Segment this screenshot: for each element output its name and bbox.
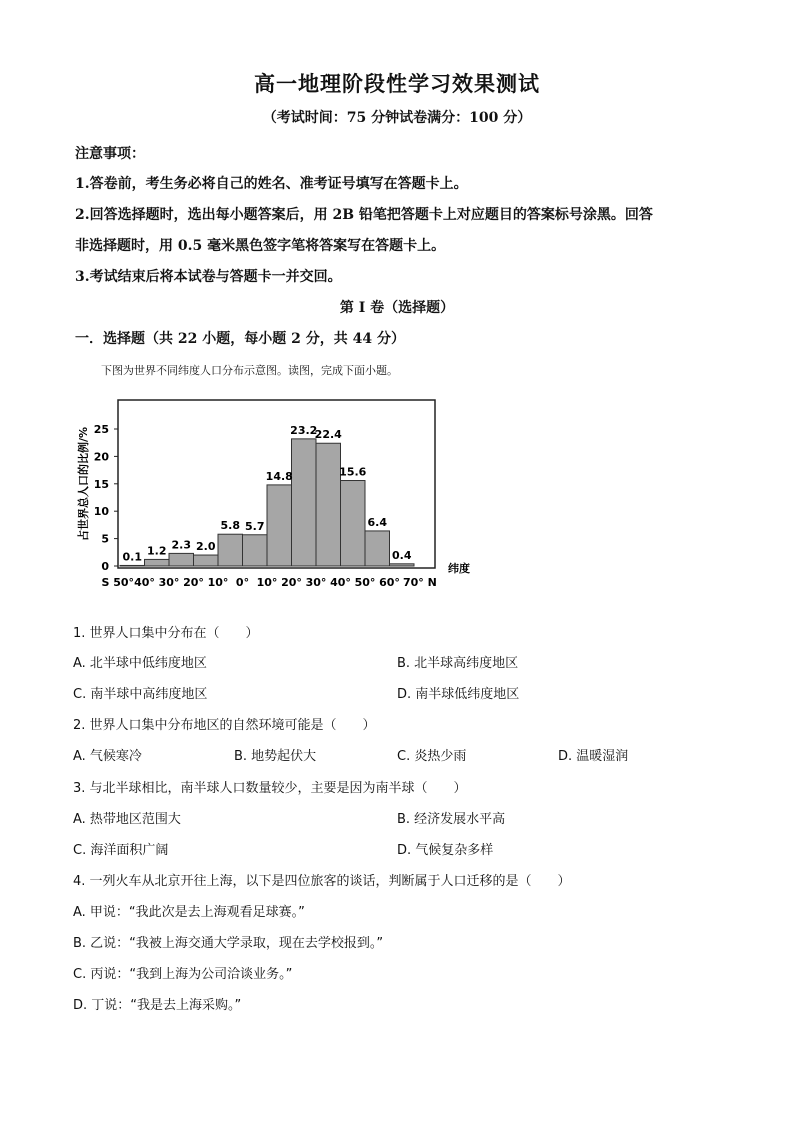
notice-item-2-cont: 非选择题时，用 0.5 毫米黑色签字笔将答案写在答题卡上。 — [75, 238, 446, 254]
bar-8 — [292, 439, 317, 566]
question-2-option-d[interactable]: D. 温暖湿润 — [558, 749, 629, 764]
question-4-option-a[interactable]: A. 甲说：“我此次是去上海观看足球赛。” — [73, 905, 305, 920]
bar-3 — [169, 553, 194, 566]
question-1-option-b[interactable]: B. 北半球高纬度地区 — [397, 656, 519, 671]
question-1-stem: 1. 世界人口集中分布在（ ） — [73, 626, 259, 641]
bar-value-label: 5.7 — [245, 519, 265, 533]
latitude-population-chart — [74, 392, 484, 592]
question-3-option-b[interactable]: B. 经济发展水平高 — [397, 812, 506, 827]
x-tick-label: 0° — [235, 576, 250, 589]
question-2-option-a[interactable]: A. 气候寒冷 — [73, 749, 142, 764]
bar-4 — [194, 555, 219, 566]
bar-11 — [365, 531, 390, 566]
section-heading: 一．选择题（共 22 小题，每小题 2 分，共 44 分） — [75, 331, 405, 347]
bar-value-label: 0.1 — [122, 550, 142, 564]
bar-value-label: 2.3 — [171, 538, 191, 552]
x-tick-label: 70° N — [403, 576, 437, 589]
notice-heading: 注意事项： — [75, 146, 145, 162]
question-4-option-c[interactable]: C. 丙说：“我到上海为公司洽谈业务。” — [73, 967, 293, 982]
x-tick-label: 10° — [207, 576, 229, 589]
bar-value-label: 22.4 — [314, 428, 342, 442]
question-1-option-a[interactable]: A. 北半球中低纬度地区 — [73, 656, 207, 671]
x-tick-label: 60° — [379, 576, 400, 589]
x-tick-label: 30° — [305, 576, 327, 589]
x-tick-label: 40° — [134, 576, 155, 589]
bar-value-label: 6.4 — [367, 515, 387, 529]
y-tick-label: 25 — [93, 423, 109, 436]
bar-value-label: 2.0 — [196, 540, 216, 554]
y-axis-label: 占世界总人口的比例/% — [77, 426, 90, 542]
x-tick-label: S 50° — [101, 576, 134, 589]
question-1-option-c[interactable]: C. 南半球中高纬度地区 — [73, 687, 208, 702]
question-3-option-d[interactable]: D. 气候复杂多样 — [397, 843, 494, 858]
x-tick-label: 10° — [256, 576, 278, 589]
bar-6 — [243, 535, 268, 566]
y-tick-label: 10 — [93, 505, 109, 519]
question-4-option-d[interactable]: D. 丁说：“我是去上海采购。” — [73, 998, 242, 1013]
question-2-stem: 2. 世界人口集中分布地区的自然环境可能是（ ） — [73, 718, 376, 733]
x-tick-label: 30° — [158, 576, 180, 589]
question-4-option-b[interactable]: B. 乙说：“我被上海交通大学录取，现在去学校报到。” — [73, 936, 384, 951]
x-tick-label: 20° — [183, 576, 204, 589]
question-1-option-d[interactable]: D. 南半球低纬度地区 — [397, 687, 520, 702]
bar-1 — [120, 565, 145, 566]
bar-10 — [341, 481, 366, 566]
x-tick-label: 50° — [354, 576, 376, 589]
x-axis-label: 纬度 — [448, 562, 470, 575]
bar-5 — [218, 534, 243, 566]
page-title: 高一地理阶段性学习效果测试 — [254, 71, 540, 96]
y-tick-label: 20 — [93, 450, 109, 464]
y-tick-label: 5 — [101, 532, 109, 546]
bar-value-label: 1.2 — [147, 544, 167, 558]
y-tick-label: 0 — [101, 560, 109, 573]
question-2-option-c[interactable]: C. 炎热少雨 — [397, 749, 467, 764]
question-4-stem: 4. 一列火车从北京开往上海，以下是四位旅客的谈话，判断属于人口迁移的是（ ） — [73, 874, 571, 889]
x-tick-label: 20° — [281, 576, 302, 589]
question-3-option-c[interactable]: C. 海洋面积广阔 — [73, 843, 169, 858]
bar-7 — [267, 485, 292, 566]
question-3-stem: 3. 与北半球相比，南半球人口数量较少，主要是因为南半球（ ） — [73, 781, 467, 796]
volume-heading: 第 I 卷（选择题） — [339, 300, 455, 316]
bar-value-label: 5.8 — [220, 519, 240, 533]
exam-info: （考试时间：75 分钟试卷满分：100 分） — [262, 110, 532, 126]
bar-value-label: 0.4 — [392, 548, 412, 562]
notice-item-3: 3.考试结束后将本试卷与答题卡一并交回。 — [75, 269, 342, 285]
bar-2 — [145, 559, 170, 566]
x-tick-label: 40° — [330, 576, 351, 589]
question-2-option-b[interactable]: B. 地势起伏大 — [234, 749, 317, 764]
bar-value-label: 14.8 — [265, 469, 293, 483]
bar-value-label: 23.2 — [290, 423, 318, 437]
bar-12 — [390, 564, 415, 566]
notice-item-1: 1.答卷前，考生务必将自己的姓名、准考证号填写在答题卡上。 — [75, 176, 468, 192]
y-tick-label: 15 — [93, 477, 109, 491]
bar-value-label: 15.6 — [339, 465, 367, 479]
question-3-option-a[interactable]: A. 热带地区范围大 — [73, 812, 181, 827]
bar-9 — [316, 443, 341, 566]
notice-item-2: 2.回答选择题时，选出每小题答案后，用 2B 铅笔把答题卡上对应题目的答案标号涂黑。回答 — [75, 207, 653, 223]
figure-intro: 下图为世界不同纬度人口分布示意图。读图，完成下面小题。 — [101, 364, 398, 377]
